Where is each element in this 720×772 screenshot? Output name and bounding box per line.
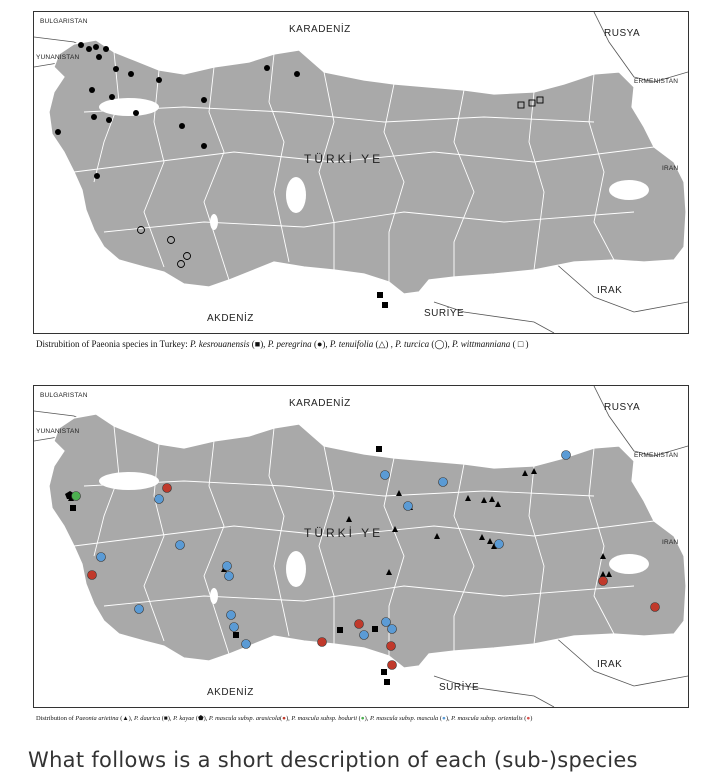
caption-symbol: ⬟ — [198, 715, 204, 722]
map-marker — [113, 66, 119, 72]
turkey-landmass — [49, 414, 686, 668]
map-marker — [355, 620, 364, 629]
map-marker — [242, 640, 251, 649]
map-marker — [201, 143, 207, 149]
egirdir-lake — [210, 214, 218, 230]
label-syria: SURİYE — [424, 308, 465, 319]
map-marker — [233, 632, 239, 638]
map-marker — [495, 540, 504, 549]
label-black-sea: KARADENİZ — [289, 24, 351, 35]
caption-species: P. turcica — [395, 339, 430, 349]
map-marker — [89, 87, 95, 93]
map-marker — [201, 97, 207, 103]
map-marker — [599, 577, 608, 586]
label-syria: SURİYE — [439, 682, 480, 693]
label-greece: YUNANISTAN — [36, 428, 80, 435]
map-marker — [106, 117, 112, 123]
label-bulgaria: BULGARISTAN — [40, 392, 88, 399]
map-marker — [337, 627, 343, 633]
tuz-lake — [286, 551, 306, 587]
caucasus-border — [594, 12, 688, 82]
caption-symbol: ● — [282, 715, 286, 722]
map-marker — [155, 495, 164, 504]
caption-species: P. kesrouanensis — [190, 339, 250, 349]
caption-species: P. mascula subsp. bodurii — [291, 715, 358, 722]
caption-symbol: ● — [360, 715, 365, 722]
map-marker — [163, 484, 172, 493]
map-marker — [128, 71, 134, 77]
caption-symbol: ◯ — [434, 339, 445, 349]
label-iraq: IRAK — [597, 285, 623, 296]
tuz-lake — [286, 177, 306, 213]
map-marker — [225, 572, 234, 581]
label-black-sea: KARADENİZ — [289, 398, 351, 409]
map-marker — [96, 54, 102, 60]
caption-species: P. mascula subsp. arasicola — [208, 715, 280, 722]
map-marker — [360, 631, 369, 640]
caption-symbol: ● — [316, 339, 323, 349]
map-1-caption: Distrubition of Paeonia species in Turkey: P. kesrouanensis (■), P. peregrina (●), P. tenuifolia (△) , P. turcica (◯), P. wittmanniana ( □ ) — [36, 339, 529, 349]
map-marker — [176, 541, 185, 550]
map-marker — [381, 669, 387, 675]
caption-symbol: ▲ — [122, 715, 129, 722]
distribution-map-1 — [33, 11, 689, 334]
map-marker — [55, 129, 61, 135]
map-marker — [133, 110, 139, 116]
map-marker — [372, 626, 378, 632]
map-marker — [376, 446, 382, 452]
map-marker — [91, 114, 97, 120]
caption-symbol: ■ — [163, 715, 168, 722]
map-marker — [103, 46, 109, 52]
map-marker — [264, 65, 270, 71]
map-marker — [70, 505, 76, 511]
map-2-caption: Distribution of Paeonia arietina (▲), P. daurica (■), P. kayae (⬟), P. mascula subsp. arasicola(●), P. mascula subsp. bodurii (●), P. mascula subsp. mascula (●), P. mascula subsp. orientalis (●) — [36, 715, 533, 722]
marmara-sea — [99, 472, 159, 490]
label-bulgaria: BULGARISTAN — [40, 18, 88, 25]
map-marker — [86, 46, 92, 52]
caption-genus: Paeonia — [75, 715, 97, 722]
caption-species: P. daurica — [133, 715, 161, 722]
label-russia: RUSYA — [604, 28, 641, 39]
label-iran: IRAN — [662, 165, 679, 172]
van-lake — [609, 180, 649, 200]
distribution-map-2 — [33, 385, 689, 708]
map-marker — [387, 642, 396, 651]
caucasus-border — [594, 386, 688, 456]
caption-lead: Distrubition of Paeonia species in Turkey: — [36, 339, 190, 349]
label-turkey: TÜRKİ YE — [304, 526, 384, 540]
map-marker — [78, 42, 84, 48]
label-armenia: ERMENISTAN — [634, 78, 679, 85]
map-marker — [179, 123, 185, 129]
label-iraq: IRAK — [597, 659, 623, 670]
map-marker — [318, 638, 327, 647]
label-russia: RUSYA — [604, 402, 641, 413]
map-marker — [93, 44, 99, 50]
map-marker — [382, 302, 388, 308]
map-marker — [384, 679, 390, 685]
map-marker — [651, 603, 660, 612]
map-marker — [388, 625, 397, 634]
map-marker — [88, 571, 97, 580]
label-turkey: TÜRKİ YE — [304, 152, 384, 166]
map-marker — [439, 478, 448, 487]
caption-species: P. wittmanniana — [451, 339, 511, 349]
egirdir-lake — [210, 588, 218, 604]
caption-symbol: ● — [526, 715, 531, 722]
label-mediterranean: AKDENİZ — [207, 313, 254, 324]
map-marker — [97, 553, 106, 562]
map-marker — [156, 77, 162, 83]
turkey-landmass — [49, 40, 686, 294]
caption-species: P. mascula subsp. orientalis — [451, 715, 523, 722]
map-marker — [109, 94, 115, 100]
bodurii-marker — [72, 492, 81, 501]
caption-species: arietina — [98, 715, 119, 722]
body-text: What follows is a short description of each (sub-)species — [28, 748, 638, 772]
map-marker — [294, 71, 300, 77]
caption-species: P. kayae — [173, 715, 195, 722]
map-marker — [227, 611, 236, 620]
van-lake — [609, 554, 649, 574]
label-greece: YUNANISTAN — [36, 54, 80, 61]
map-marker — [223, 562, 232, 571]
map-marker — [562, 451, 571, 460]
map-marker — [230, 623, 239, 632]
map-marker — [94, 173, 100, 179]
caption-species: P. tenuifolia — [329, 339, 374, 349]
map-marker — [135, 605, 144, 614]
caption-species: P. peregrina — [267, 339, 312, 349]
caption-symbol: □ — [517, 339, 524, 349]
caption-symbol: ● — [441, 715, 446, 722]
map-marker — [388, 661, 397, 670]
map-marker — [377, 292, 383, 298]
map-1-graphic — [34, 12, 688, 333]
caption-lead: Distribution of — [36, 715, 76, 722]
marmara-sea — [99, 98, 159, 116]
map-2-graphic — [34, 386, 688, 707]
kesrouanensis-markers — [377, 292, 388, 308]
map-marker — [381, 471, 390, 480]
caption-symbol: ■ — [254, 339, 261, 349]
label-armenia: ERMENISTAN — [634, 452, 679, 459]
caption-species: P. mascula subsp. mascula — [370, 715, 439, 722]
label-iran: IRAN — [662, 539, 679, 546]
label-mediterranean: AKDENİZ — [207, 687, 254, 698]
caption-symbol: △ — [378, 339, 386, 349]
map-marker — [404, 502, 413, 511]
